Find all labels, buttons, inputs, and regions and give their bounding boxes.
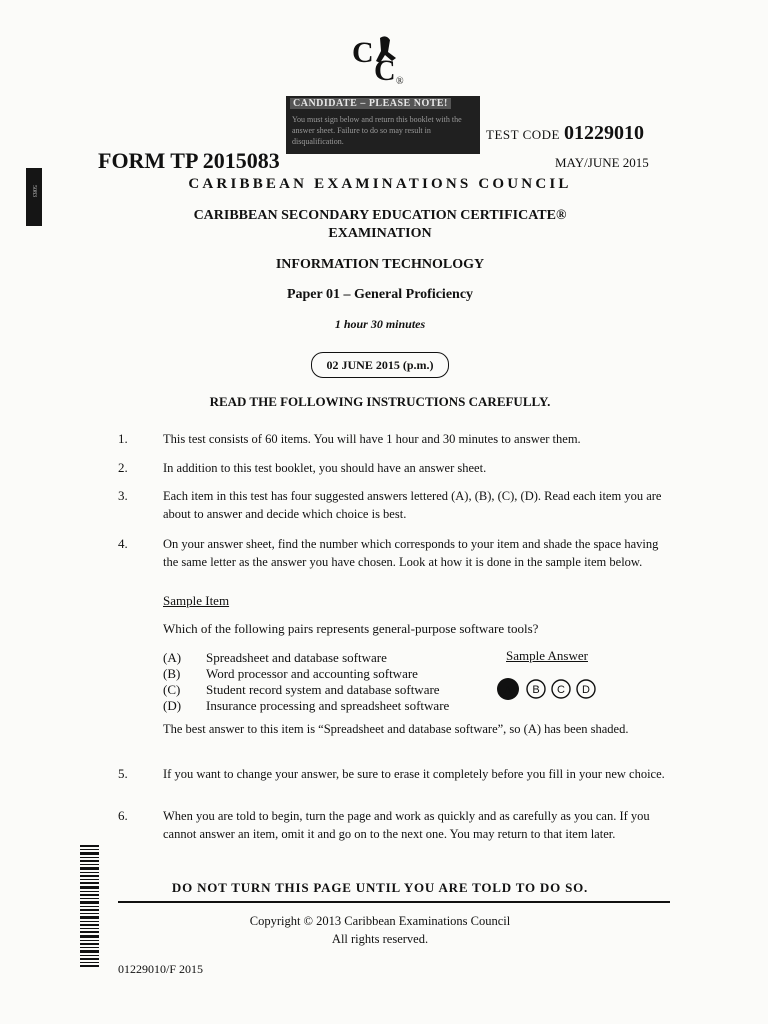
test-code (486, 122, 644, 145)
test-code-value: 01229010 (563, 122, 644, 144)
do-not-turn-warning: DO NOT TURN THIS PAGE UNTIL YOU ARE TOLD TO DO SO. (171, 880, 589, 895)
bubble-b-letter: B (532, 684, 540, 696)
exam-duration: 1 hour 30 minutes (334, 317, 426, 331)
sample-question: Which of the following pairs represents general-purpose software tools? (163, 621, 539, 636)
exam-date: 02 JUNE 2015 (p.m.) (311, 352, 449, 378)
option-letter: (C) (163, 682, 181, 697)
instruction-number: 3. (118, 488, 128, 503)
certificate-title-line2: EXAMINATION (328, 226, 432, 241)
bubble-c-letter: C (557, 684, 565, 696)
option-text: Student record system and database software (206, 682, 440, 697)
instruction-number: 4. (118, 536, 128, 551)
instruction-number: 2. (118, 460, 128, 475)
candidate-note-heading: CANDIDATE – PLEASE NOTE! (290, 98, 451, 109)
instruction-text: Each item in this test has four suggested answers lettered (A), (B), (C), (D). Read each item you are about to answer and decide which choice is best. (163, 489, 662, 521)
divider (118, 901, 670, 903)
copyright (120, 912, 640, 948)
instruction-text: When you are told to begin, turn the page and work as quickly and as carefully as you can. If you cannot answer an item, omit it and go on to the next one. You may return to that item later. (163, 809, 650, 841)
copyright-line: Copyright © 2013 Caribbean Examinations Council (249, 914, 511, 928)
form-number: FORM TP 2015083 (98, 148, 280, 173)
option-letter: (B) (163, 666, 181, 681)
footer-code: 01229010/F 2015 (118, 962, 204, 976)
certificate-title (120, 207, 640, 243)
subject-title: INFORMATION TECHNOLOGY (275, 257, 485, 272)
option-letter: (D) (163, 698, 182, 713)
option-text: Word processor and accounting software (206, 666, 418, 681)
test-code-label: TEST CODE (486, 127, 560, 142)
candidate-note-text: You must sign below and return this booklet with the answer sheet. Failure to do so may result in disqualification. (292, 115, 462, 146)
instruction-number: 1. (118, 431, 128, 446)
instruction-text: On your answer sheet, find the number which corresponds to your item and shade the space having the same letter as the answer you have chosen. Look at how it is done in the sample item below. (163, 537, 659, 569)
bubble-a-letter: A (504, 684, 512, 696)
svg-text:C: C (352, 36, 374, 69)
cxc-logo (350, 32, 420, 88)
instruction-number: 5. (118, 766, 128, 781)
option-letter: (A) (163, 650, 182, 665)
option-text: Insurance processing and spreadsheet software (206, 698, 450, 713)
sample-item-title: Sample Item (163, 593, 230, 608)
rights-reserved: All rights reserved. (331, 932, 429, 946)
svg-text:®: ® (396, 76, 404, 87)
instruction-text: If you want to change your answer, be sure to erase it completely before you fill in your new choice. (163, 767, 665, 781)
exam-session: MAY/JUNE 2015 (555, 155, 649, 170)
option-text: Spreadsheet and database software (206, 650, 387, 665)
answer-bubbles (496, 677, 606, 701)
instructions-heading: READ THE FOLLOWING INSTRUCTIONS CAREFULLY. (209, 394, 551, 409)
certificate-title-line1: CARIBBEAN SECONDARY EDUCATION CERTIFICATE® (193, 208, 567, 223)
candidate-note-box (286, 96, 480, 154)
sample-answer-label: Sample Answer (506, 648, 588, 663)
best-answer-explanation: The best answer to this item is “Spreadsheet and database software”, so (A) has been shaded. (163, 722, 629, 736)
instruction-text: In addition to this test booklet, you should have an answer sheet. (163, 461, 487, 475)
bubble-d-letter: D (582, 684, 590, 696)
paper-title: Paper 01 – General Proficiency (286, 287, 474, 302)
instruction-number: 6. (118, 808, 128, 823)
instruction-text: This test consists of 60 items. You will have 1 hour and 30 minutes to answer them. (163, 432, 581, 446)
side-label: 5083 (26, 168, 42, 226)
barcode (80, 845, 99, 967)
council-name: CARIBBEAN EXAMINATIONS COUNCIL (188, 176, 572, 192)
svg-text:C: C (374, 54, 396, 87)
